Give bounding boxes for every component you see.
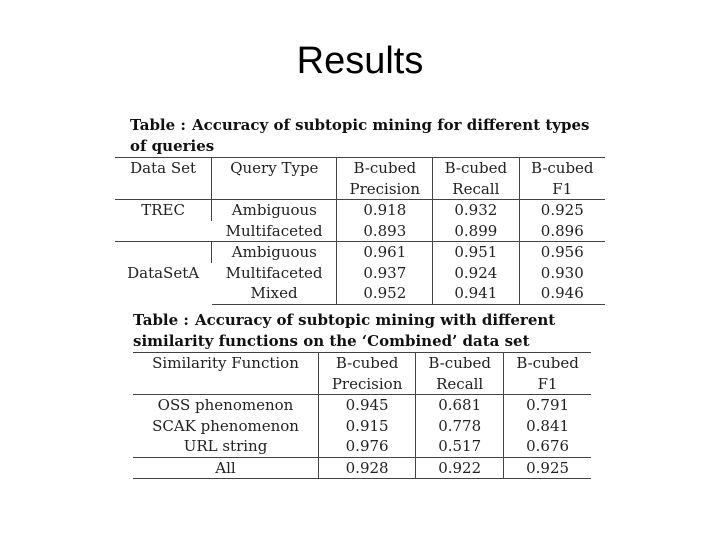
cell-recall: 0.924	[433, 263, 519, 284]
cell-recall: 0.951	[433, 242, 519, 263]
cell-recall: 0.941	[433, 283, 519, 304]
header-f1	[519, 158, 605, 200]
cell-f1: 0.896	[519, 221, 605, 242]
table2	[133, 352, 591, 479]
table2-caption	[133, 310, 598, 352]
cell-f1: 0.925	[519, 200, 605, 221]
table1-caption	[130, 115, 600, 157]
header-recall-l1: B-cubed	[428, 354, 491, 372]
cell-precision: 0.928	[319, 457, 416, 479]
table1	[115, 157, 605, 305]
slide-title: Results	[296, 40, 424, 82]
table2-header-row	[133, 353, 591, 395]
table-row	[115, 242, 605, 263]
cell-querytype: Multifaceted	[225, 263, 323, 282]
cell-recall: 0.681	[416, 395, 504, 416]
cell-precision: 0.976	[319, 436, 416, 457]
table1-caption-text: Accuracy of subtopic mining for different types of queries	[130, 116, 590, 155]
header-querytype: Query Type	[212, 158, 337, 200]
cell-querytype: Ambiguous	[212, 200, 337, 221]
cell-precision: 0.915	[319, 416, 416, 437]
table1-panel	[115, 112, 615, 307]
table2-caption-lead: Table :	[133, 311, 189, 329]
cell-precision: 0.918	[337, 200, 433, 221]
header-recall-l1: B-cubed	[444, 159, 508, 177]
cell-querytype: Mixed	[212, 283, 337, 304]
header-dataset: Data Set	[115, 158, 212, 200]
header-function: Similarity Function	[133, 353, 319, 395]
table1-header-row	[115, 158, 605, 200]
header-precision-l1: B-cubed	[353, 159, 417, 177]
header-precision	[337, 158, 433, 200]
cell-precision: 0.952	[337, 283, 433, 304]
table2-caption-text: Accuracy of subtopic mining with different similarity functions on the ‘Combined’ data set	[133, 311, 556, 350]
cell-f1: 0.676	[504, 436, 591, 457]
header-f1-l2: F1	[537, 374, 558, 393]
cell-dataset: DataSetA	[115, 242, 212, 305]
table2-panel	[125, 306, 600, 509]
table-row	[133, 395, 591, 416]
cell-f1: 0.946	[519, 283, 605, 304]
cell-f1: 0.791	[504, 395, 591, 416]
header-precision-l2: Precision	[349, 179, 421, 198]
cell-precision: 0.945	[319, 395, 416, 416]
header-recall	[433, 158, 519, 200]
cell-f1: 0.841	[504, 416, 591, 437]
cell-precision: 0.937	[337, 263, 433, 284]
cell-querytype: Multifaceted	[225, 221, 323, 240]
cell-precision: 0.893	[337, 221, 433, 242]
header-f1-l1: B-cubed	[516, 354, 579, 372]
cell-function: URL string	[183, 437, 268, 455]
cell-recall: 0.899	[433, 221, 519, 242]
cell-function: All	[133, 457, 319, 479]
cell-function: SCAK phenomenon	[152, 416, 299, 435]
table-row	[133, 436, 591, 457]
table-row	[133, 416, 591, 437]
header-recall-l2: Recall	[452, 179, 500, 198]
header-f1-l1: B-cubed	[531, 159, 594, 177]
header-precision	[319, 353, 416, 395]
table1-caption-lead: Table :	[130, 116, 186, 134]
table-row	[133, 457, 591, 479]
cell-f1: 0.925	[504, 457, 591, 479]
header-precision-l2: Precision	[331, 374, 403, 393]
cell-recall: 0.517	[416, 436, 504, 457]
cell-recall: 0.922	[416, 457, 504, 479]
cell-precision: 0.961	[337, 242, 433, 263]
cell-f1: 0.930	[519, 263, 605, 284]
cell-dataset: TREC	[141, 201, 185, 219]
header-precision-l1: B-cubed	[335, 354, 399, 372]
header-f1	[504, 353, 591, 395]
cell-recall: 0.932	[433, 200, 519, 221]
cell-f1: 0.956	[519, 242, 605, 263]
cell-function: OSS phenomenon	[157, 396, 294, 414]
cell-recall: 0.778	[416, 416, 504, 437]
table-row	[115, 200, 605, 221]
header-f1-l2: F1	[552, 179, 573, 198]
header-recall	[416, 353, 504, 395]
cell-querytype: Ambiguous	[212, 242, 337, 263]
header-recall-l2: Recall	[436, 374, 484, 393]
